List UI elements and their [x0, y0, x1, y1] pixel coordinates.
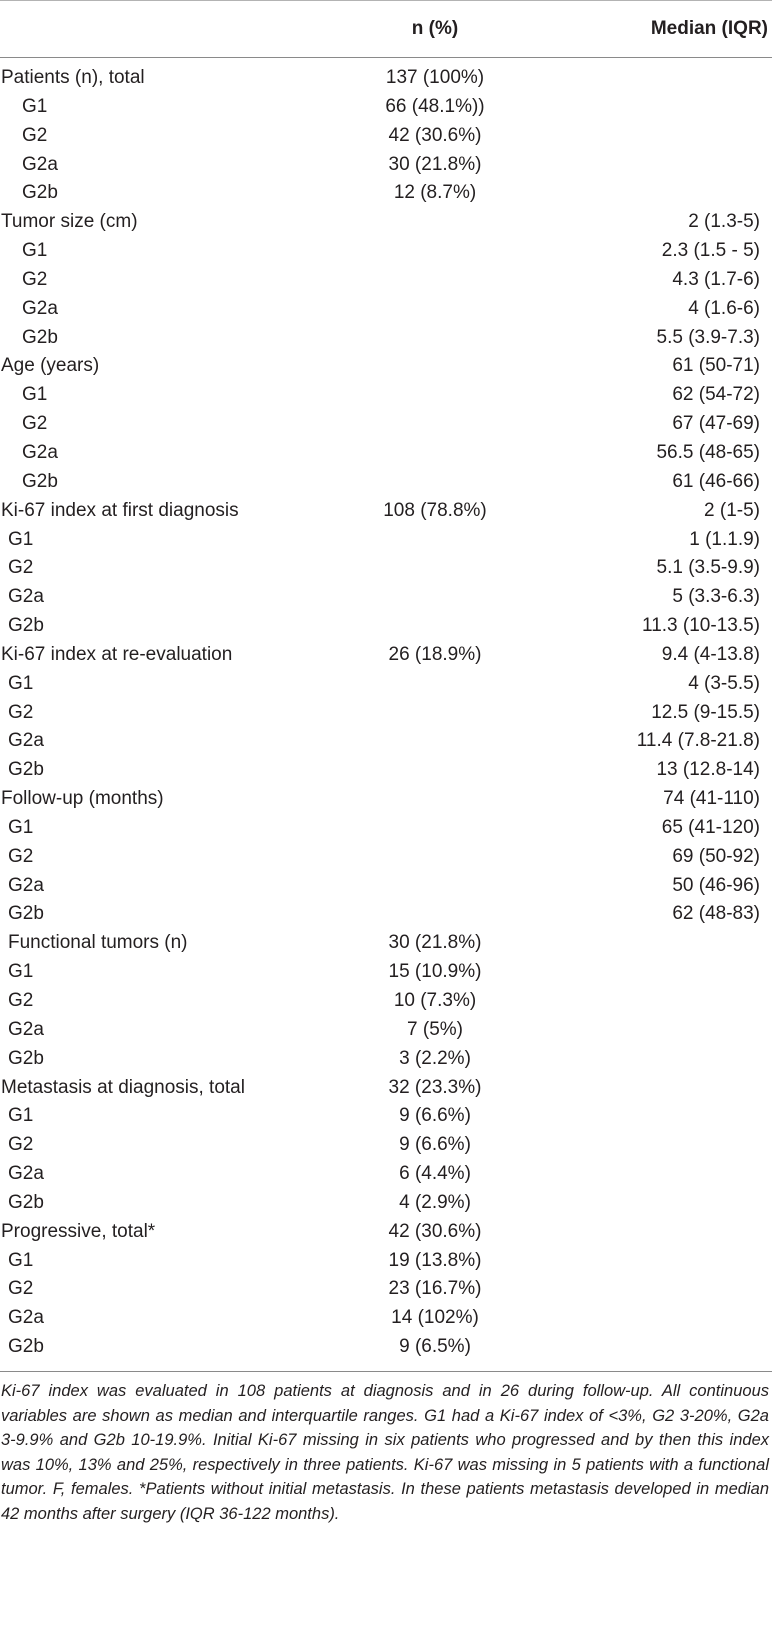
row-label: G2b	[22, 326, 58, 348]
table-row	[0, 266, 772, 295]
table-row	[0, 64, 772, 93]
table-row	[0, 237, 772, 266]
row-label: G2	[22, 268, 48, 290]
row-label: G2b	[8, 1191, 44, 1213]
row-median-iqr: 5.1 (3.5-9.9)	[656, 557, 760, 579]
row-label: G2b	[8, 615, 44, 637]
row-label: G2	[8, 701, 34, 723]
row-label: Age (years)	[1, 355, 100, 377]
row-label: Tumor size (cm)	[1, 211, 138, 233]
row-label: G2a	[8, 1307, 44, 1329]
row-median-iqr: 74 (41-110)	[663, 788, 760, 810]
table-row	[0, 208, 772, 237]
row-median-iqr: 2 (1-5)	[704, 499, 760, 521]
table-row	[0, 872, 772, 901]
row-label: G2b	[8, 903, 44, 925]
row-n-percent: 9 (6.6%)	[399, 1105, 471, 1127]
row-label: Ki-67 index at first diagnosis	[1, 499, 239, 521]
row-label: G2	[22, 124, 48, 146]
table-row	[0, 900, 772, 929]
footer-rule	[0, 1371, 772, 1372]
row-n-percent: 4 (2.9%)	[399, 1191, 471, 1213]
row-label: G2b	[8, 759, 44, 781]
row-label: G2	[8, 990, 34, 1011]
row-n-percent: 137 (100%)	[385, 67, 485, 88]
table-row	[0, 1131, 772, 1160]
row-median-iqr: 11.4 (7.8-21.8)	[636, 730, 760, 752]
row-label: Patients (n), total	[1, 67, 145, 88]
row-median-iqr: 69 (50-92)	[672, 845, 760, 867]
row-n-percent: 3 (2.2%)	[399, 1047, 471, 1069]
row-n-percent: 6 (4.4%)	[399, 1163, 471, 1185]
row-n-percent: 15 (10.9%)	[388, 961, 482, 983]
row-median-iqr: 56.5 (48-65)	[656, 441, 760, 463]
table-row	[0, 1074, 772, 1103]
row-label: G2a	[22, 297, 58, 319]
table-row	[0, 93, 772, 122]
row-median-iqr: 5.5 (3.9-7.3)	[656, 326, 760, 348]
row-label: Ki-67 index at re-evaluation	[1, 643, 233, 665]
row-label: G2b	[22, 182, 58, 204]
row-median-iqr: 62 (48-83)	[672, 903, 760, 925]
row-median-iqr: 4 (3-5.5)	[688, 672, 760, 694]
row-n-percent: 7 (5%)	[407, 1018, 463, 1040]
row-median-iqr: 65 (41-120)	[661, 816, 760, 838]
table-row	[0, 987, 772, 1016]
table-row	[0, 641, 772, 670]
row-label: G2	[8, 845, 34, 867]
row-label: G2a	[8, 1018, 44, 1040]
row-n-percent: 19 (13.8%)	[388, 1249, 482, 1271]
row-label: G2	[22, 413, 48, 435]
row-median-iqr: 11.3 (10-13.5)	[642, 615, 760, 637]
table-row	[0, 1045, 772, 1074]
header-rule	[0, 57, 772, 58]
table-row	[0, 1218, 772, 1247]
table-row	[0, 583, 772, 612]
table-row	[0, 410, 772, 439]
table-row	[0, 670, 772, 699]
row-n-percent: 14 (102%)	[391, 1307, 479, 1329]
row-label: G2a	[8, 1163, 44, 1185]
row-label: G2	[8, 1134, 34, 1156]
row-label: G2a	[22, 441, 58, 463]
table-row	[0, 526, 772, 555]
table-row	[0, 785, 772, 814]
row-label: G1	[8, 1249, 34, 1271]
table-body	[0, 64, 772, 1362]
row-label: G2a	[8, 874, 44, 896]
row-n-percent: 9 (6.6%)	[399, 1134, 471, 1156]
row-label: G1	[22, 95, 48, 117]
row-label: G2b	[22, 470, 58, 492]
row-label: G2	[8, 557, 34, 579]
table-row	[0, 554, 772, 583]
table-row	[0, 1160, 772, 1189]
table-row	[0, 122, 772, 151]
row-median-iqr: 61 (50-71)	[672, 355, 760, 377]
column-header-median-iqr: Median (IQR)	[650, 18, 768, 39]
row-n-percent: 42 (30.6%)	[388, 1220, 482, 1242]
row-n-percent: 9 (6.5%)	[399, 1336, 471, 1358]
table-row	[0, 1189, 772, 1218]
row-label: Follow-up (months)	[1, 788, 164, 810]
row-median-iqr: 50 (46-96)	[672, 874, 760, 896]
table-row	[0, 699, 772, 728]
row-median-iqr: 12.5 (9-15.5)	[651, 701, 760, 723]
row-median-iqr: 2 (1.3-5)	[688, 211, 760, 233]
table-footnote: Ki-67 index was evaluated in 108 patients at diagnosis and in 26 during follow-up. All continuous variables are shown as median and interquartile ranges. G1 had a Ki-67 index of <3%, G2 3-20%, G2a 3-9.9% and G2b 10-19.9%. Initial Ki-67 missing in six patients who progressed and by then this index was 10%, 13% and 25%, respectively in three patients. Ki-67 was missing in 5 patients with a functional tumor. F, females. *Patients without initial metastasis. In these patients metastasis developed in median 42 months after surgery (IQR 36-122 months).	[1, 1382, 769, 1523]
row-n-percent: 30 (21.8%)	[388, 932, 482, 954]
row-label: G1	[8, 672, 34, 694]
row-n-percent: 32 (23.3%)	[388, 1076, 482, 1098]
row-n-percent: 23 (16.7%)	[388, 1278, 482, 1300]
table-row	[0, 1247, 772, 1276]
row-label: G1	[8, 961, 34, 983]
row-median-iqr: 2.3 (1.5 - 5)	[661, 240, 760, 262]
row-label: G2a	[8, 730, 44, 752]
table-row	[0, 958, 772, 987]
table-row	[0, 612, 772, 641]
row-n-percent: 42 (30.6%)	[388, 124, 482, 146]
row-label: G1	[8, 816, 34, 838]
table-row	[0, 151, 772, 180]
table-row	[0, 295, 772, 324]
row-label: G1	[8, 528, 34, 550]
row-median-iqr: 61 (46-66)	[672, 470, 760, 492]
row-median-iqr: 9.4 (4-13.8)	[661, 643, 760, 665]
table-row	[0, 727, 772, 756]
table-row	[0, 1275, 772, 1304]
table-row	[0, 468, 772, 497]
row-median-iqr: 67 (47-69)	[672, 413, 760, 435]
row-label: G2a	[8, 586, 44, 608]
table-row	[0, 497, 772, 526]
column-header-n-percent: n (%)	[411, 18, 459, 39]
table-row	[0, 756, 772, 785]
row-median-iqr: 4.3 (1.7-6)	[672, 268, 760, 290]
table-row	[0, 1016, 772, 1045]
row-n-percent: 30 (21.8%)	[388, 153, 482, 175]
row-median-iqr: 5 (3.3-6.3)	[672, 586, 760, 608]
table-row	[0, 179, 772, 208]
table-row	[0, 324, 772, 353]
row-n-percent: 12 (8.7%)	[393, 182, 477, 204]
table-row	[0, 1333, 772, 1362]
top-rule	[0, 0, 772, 1]
row-label: G1	[22, 384, 48, 406]
row-label: Functional tumors (n)	[8, 932, 188, 954]
row-label: G2b	[8, 1047, 44, 1069]
table-row	[0, 1102, 772, 1131]
row-label: G2a	[22, 153, 58, 175]
row-n-percent: 66 (48.1%))	[385, 95, 485, 117]
row-label: G1	[8, 1105, 34, 1127]
row-median-iqr: 1 (1.1.9)	[689, 528, 760, 550]
row-median-iqr: 4 (1.6-6)	[688, 297, 760, 319]
table-row	[0, 1304, 772, 1333]
table-row	[0, 352, 772, 381]
row-n-percent: 108 (78.8%)	[383, 499, 487, 521]
row-label: G2b	[8, 1336, 44, 1358]
row-median-iqr: 13 (12.8-14)	[656, 759, 760, 781]
row-n-percent: 10 (7.3%)	[393, 990, 477, 1011]
table-row	[0, 381, 772, 410]
row-label: G1	[22, 240, 48, 262]
row-n-percent: 26 (18.9%)	[388, 643, 482, 665]
table-row	[0, 929, 772, 958]
table-row	[0, 814, 772, 843]
table-row	[0, 439, 772, 468]
row-label: Metastasis at diagnosis, total	[1, 1076, 245, 1098]
table-row	[0, 843, 772, 872]
row-median-iqr: 62 (54-72)	[672, 384, 760, 406]
row-label: G2	[8, 1278, 34, 1300]
row-label: Progressive, total*	[1, 1220, 156, 1242]
